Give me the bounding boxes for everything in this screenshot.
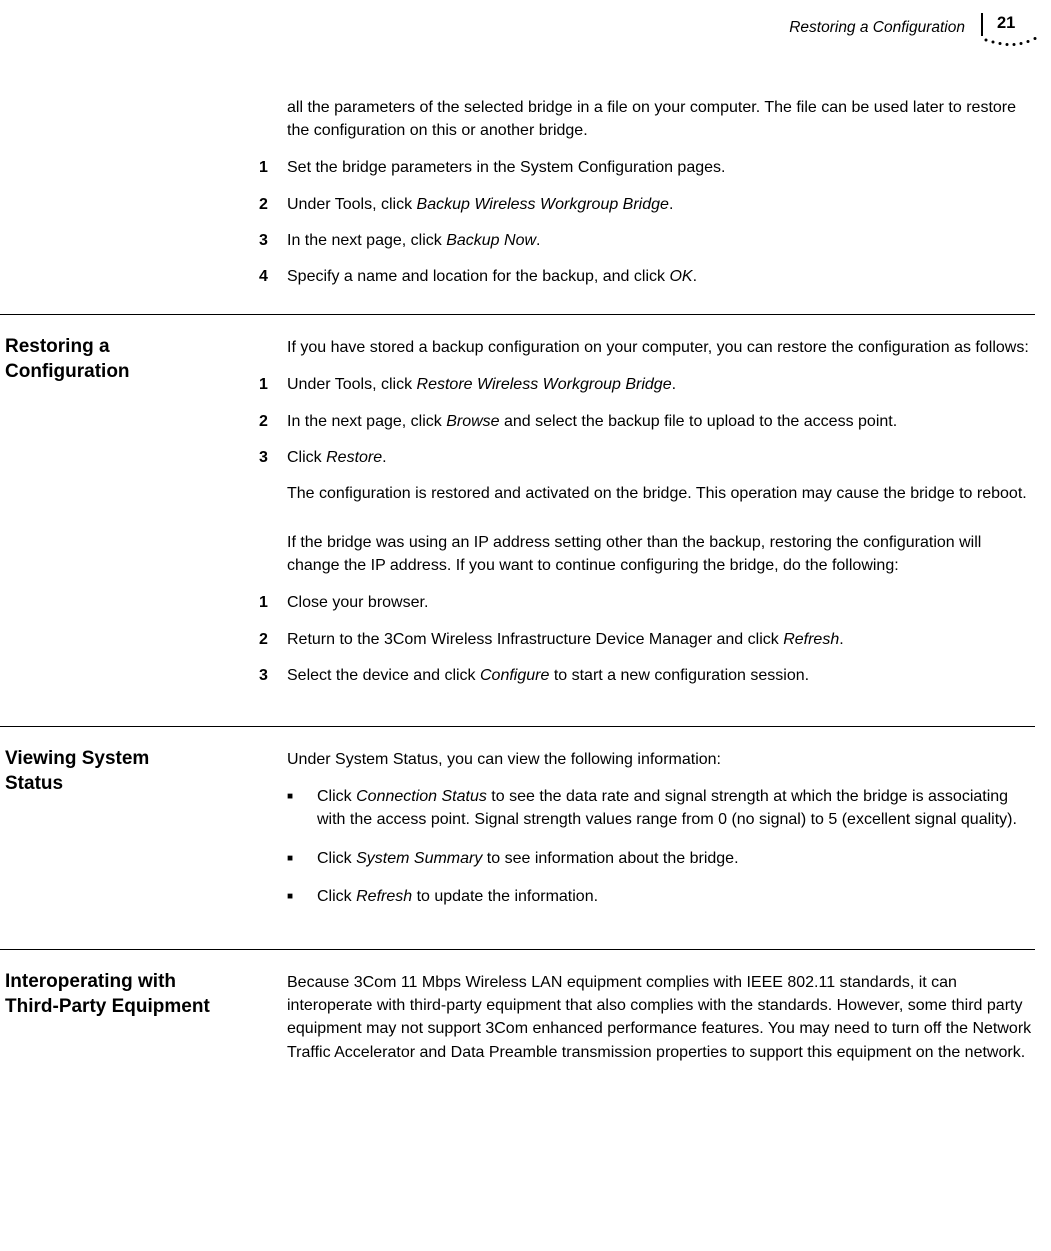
paragraph: If the bridge was using an IP address setting other than the backup, restoring the configuration will change the IP address. If you want to continue configuring the bridge, do the following: — [287, 534, 982, 575]
step-number: 2 — [259, 630, 268, 648]
step-number: 3 — [259, 666, 268, 684]
square-bullet-icon: ■ — [287, 890, 294, 902]
section-body — [259, 968, 1035, 1078]
step-item — [259, 410, 1035, 433]
step-number: 2 — [259, 195, 268, 213]
square-bullet-icon: ■ — [287, 791, 294, 803]
step-item — [259, 628, 1035, 651]
section-interoperating — [0, 968, 1051, 1078]
paragraph: The configuration is restored and activated on the bridge. This operation may cause the bridge to reboot. — [287, 484, 1027, 502]
step-number: 3 — [259, 448, 268, 466]
step-item — [259, 664, 1035, 687]
step-text: Close your browser. — [287, 594, 429, 612]
step-item — [259, 265, 1035, 288]
step-text: In the next page, click Backup Now. — [287, 231, 541, 249]
paragraph: Because 3Com 11 Mbps Wireless LAN equipment complies with IEEE 802.11 standards, it can interoperate with third-party equipment that also complies with the standards. However, some third party equipment may not support 3Com enhanced performance features. You may need to turn off the Network Traffic Accelerator and Data Preamble transmission properties to support this equipment on the network. — [287, 973, 1032, 1061]
step-text: Under Tools, click Restore Wireless Workgroup Bridge. — [287, 376, 677, 394]
section-heading: Viewing System Status — [5, 748, 150, 794]
page-header — [0, 0, 1051, 64]
paragraph: If you have stored a backup configuration on your computer, you can restore the configuration as follows: — [287, 339, 1029, 357]
section-body — [259, 745, 1035, 923]
step-text: Specify a name and location for the backup, and click OK. — [287, 267, 698, 285]
list-item — [287, 847, 1035, 870]
backup-section-body — [259, 96, 1035, 288]
section-heading: Restoring a Configuration — [5, 336, 130, 382]
step-text: Set the bridge parameters in the System Configuration pages. — [287, 159, 726, 177]
dotted-tab-icon — [983, 35, 1041, 48]
section-divider — [0, 949, 1035, 950]
step-text: Under Tools, click Backup Wireless Workgroup Bridge. — [287, 195, 674, 213]
paragraph: Under System Status, you can view the following information: — [287, 751, 721, 768]
square-bullet-icon: ■ — [287, 852, 294, 864]
step-item — [259, 591, 1035, 614]
step-item — [259, 446, 1035, 469]
step-text: Return to the 3Com Wireless Infrastructure Device Manager and click Refresh. — [287, 630, 844, 648]
step-item — [259, 193, 1035, 216]
step-number: 4 — [259, 267, 268, 285]
section-restoring-configuration — [0, 333, 1051, 700]
list-item — [287, 785, 1035, 831]
bullet-text: Click System Summary to see information about the bridge. — [317, 849, 739, 867]
page-number: 21 — [981, 13, 1015, 36]
step-number: 3 — [259, 231, 268, 249]
step-item — [259, 229, 1035, 252]
step-number: 1 — [259, 159, 268, 177]
step-text: In the next page, click Browse and select the backup file to upload to the access point. — [287, 412, 898, 430]
step-item — [259, 156, 1035, 179]
section-viewing-system-status — [0, 745, 1051, 923]
list-item — [287, 885, 1035, 908]
step-text: Select the device and click Configure to start a new configuration session. — [287, 666, 810, 684]
step-item — [259, 373, 1035, 396]
paragraph: all the parameters of the selected bridge in a file on your computer. The file can be used later to restore the configuration on this or another bridge. — [287, 99, 1017, 140]
step-text: Click Restore. — [287, 448, 387, 466]
bullet-text: Click Connection Status to see the data rate and signal strength at which the bridge is associating with the access point. Signal strength values range from 0 (no signal) to 5 (excellent signal quality). — [317, 788, 1017, 829]
step-number: 1 — [259, 376, 268, 394]
bullet-text: Click Refresh to update the information. — [317, 887, 599, 905]
running-header-title: Restoring a Configuration — [789, 19, 965, 36]
step-number: 1 — [259, 594, 268, 612]
step-number: 2 — [259, 412, 268, 430]
section-heading: Interoperating with Third-Party Equipment — [5, 970, 210, 1017]
section-divider — [0, 314, 1035, 315]
section-divider — [0, 726, 1035, 727]
section-body — [259, 333, 1035, 700]
page-number-box — [981, 14, 1045, 48]
